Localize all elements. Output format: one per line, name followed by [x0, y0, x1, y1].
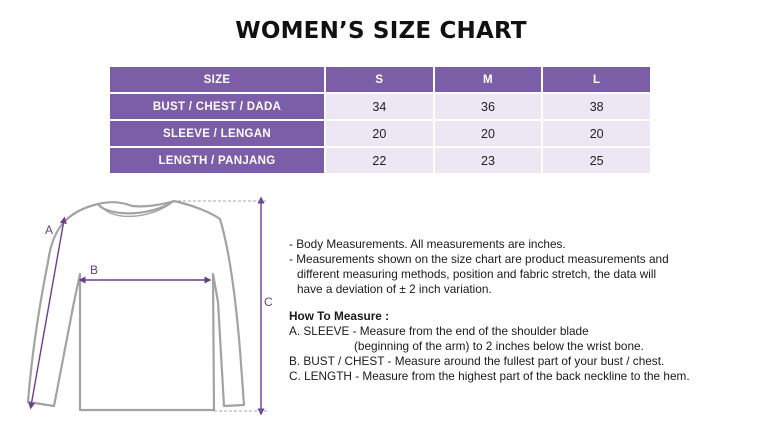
- note-product-measurements-line1: - Measurements shown on the size chart are product measurements and: [289, 252, 669, 266]
- table-row-sleeve: [110, 121, 650, 146]
- table-row-length: [110, 148, 650, 173]
- sleeve-m-value: 20: [435, 121, 542, 146]
- note-product-measurements-line2: different measuring methods, position and fabric stretch, the data will: [297, 267, 657, 281]
- row-label-length: LENGTH / PANJANG: [110, 148, 324, 173]
- header-size-m: M: [435, 67, 542, 92]
- step-bust: B. BUST / CHEST - Measure around the fullest part of your bust / chest.: [289, 354, 665, 368]
- bust-l-value: 38: [543, 94, 650, 119]
- step-length: C. LENGTH - Measure from the highest part of the back neckline to the hem.: [289, 369, 690, 383]
- measurement-arrows: [31, 200, 261, 412]
- long-sleeve-shirt-icon: [28, 201, 244, 410]
- note-product-measurements-line3: have a deviation of ± 2 inch variation.: [297, 282, 492, 296]
- length-s-value: 22: [326, 148, 433, 173]
- length-m-value: 23: [435, 148, 542, 173]
- row-label-bust: BUST / CHEST / DADA: [110, 94, 324, 119]
- shirt-measurement-diagram: [18, 192, 283, 424]
- table-row-bust: [110, 94, 650, 119]
- header-size-label: SIZE: [110, 67, 324, 92]
- label-c: C: [264, 295, 273, 309]
- how-to-measure-title: How To Measure :: [289, 309, 390, 323]
- length-l-value: 25: [543, 148, 650, 173]
- step-sleeve-line2: (beginning of the arm) to 2 inches below the wrist bone.: [354, 339, 644, 353]
- bust-m-value: 36: [435, 94, 542, 119]
- row-label-sleeve: SLEEVE / LENGAN: [110, 121, 324, 146]
- sleeve-s-value: 20: [326, 121, 433, 146]
- step-sleeve-line1: A. SLEEVE - Measure from the end of the shoulder blade: [289, 324, 589, 338]
- bust-s-value: 34: [326, 94, 433, 119]
- table-header-row: [110, 67, 650, 92]
- label-b: B: [90, 263, 99, 277]
- label-a: A: [45, 223, 54, 237]
- note-body-measurements: - Body Measurements. All measurements are inches.: [289, 237, 566, 251]
- header-size-l: L: [543, 67, 650, 92]
- measurement-notes: [289, 237, 749, 384]
- sleeve-l-value: 20: [543, 121, 650, 146]
- page-title: WOMEN’S SIZE CHART: [235, 18, 527, 44]
- header-size-s: S: [326, 67, 433, 92]
- size-chart-table: [108, 65, 652, 175]
